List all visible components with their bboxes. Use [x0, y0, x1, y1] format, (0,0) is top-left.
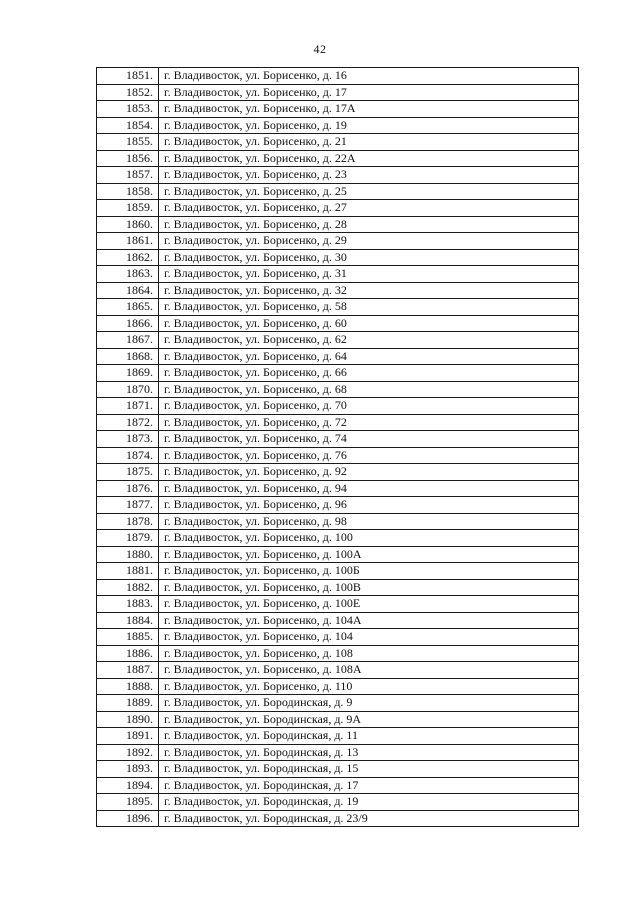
table-row — [97, 414, 579, 431]
address-cell: г. Владивосток, ул. Борисенко, д. 31 — [159, 266, 579, 283]
table-row — [97, 794, 579, 811]
address-cell: г. Владивосток, ул. Бородинская, д. 9 — [159, 695, 579, 712]
table-row — [97, 662, 579, 679]
address-cell: г. Владивосток, ул. Борисенко, д. 72 — [159, 414, 579, 431]
row-number: 1881. — [97, 563, 159, 580]
table-row — [97, 365, 579, 382]
row-number: 1879. — [97, 530, 159, 547]
row-number: 1870. — [97, 381, 159, 398]
address-cell: г. Владивосток, ул. Борисенко, д. 27 — [159, 200, 579, 217]
row-number: 1865. — [97, 299, 159, 316]
table-row — [97, 744, 579, 761]
table-row — [97, 348, 579, 365]
row-number: 1892. — [97, 744, 159, 761]
table-row — [97, 645, 579, 662]
row-number: 1854. — [97, 117, 159, 134]
row-number: 1896. — [97, 810, 159, 827]
table-row — [97, 200, 579, 217]
row-number: 1860. — [97, 216, 159, 233]
address-cell: г. Владивосток, ул. Борисенко, д. 100А — [159, 546, 579, 563]
address-cell: г. Владивосток, ул. Борисенко, д. 62 — [159, 332, 579, 349]
row-number: 1864. — [97, 282, 159, 299]
row-number: 1882. — [97, 579, 159, 596]
row-number: 1888. — [97, 678, 159, 695]
address-cell: г. Владивосток, ул. Борисенко, д. 70 — [159, 398, 579, 415]
table-row — [97, 167, 579, 184]
address-cell: г. Владивосток, ул. Борисенко, д. 68 — [159, 381, 579, 398]
address-cell: г. Владивосток, ул. Борисенко, д. 104 — [159, 629, 579, 646]
table-row — [97, 84, 579, 101]
row-number: 1893. — [97, 761, 159, 778]
table-row — [97, 761, 579, 778]
address-cell: г. Владивосток, ул. Борисенко, д. 100В — [159, 579, 579, 596]
address-cell: г. Владивосток, ул. Борисенко, д. 30 — [159, 249, 579, 266]
address-cell: г. Владивосток, ул. Борисенко, д. 17 — [159, 84, 579, 101]
address-cell: г. Владивосток, ул. Борисенко, д. 108 — [159, 645, 579, 662]
table-row — [97, 612, 579, 629]
table-row — [97, 183, 579, 200]
table-row — [97, 678, 579, 695]
row-number: 1883. — [97, 596, 159, 613]
address-cell: г. Владивосток, ул. Борисенко, д. 96 — [159, 497, 579, 514]
row-number: 1891. — [97, 728, 159, 745]
address-cell: г. Владивосток, ул. Борисенко, д. 110 — [159, 678, 579, 695]
row-number: 1853. — [97, 101, 159, 118]
row-number: 1880. — [97, 546, 159, 563]
row-number: 1875. — [97, 464, 159, 481]
address-cell: г. Владивосток, ул. Борисенко, д. 98 — [159, 513, 579, 530]
address-cell: г. Владивосток, ул. Борисенко, д. 104А — [159, 612, 579, 629]
address-cell: г. Владивосток, ул. Борисенко, д. 58 — [159, 299, 579, 316]
row-number: 1858. — [97, 183, 159, 200]
table-row — [97, 381, 579, 398]
row-number: 1861. — [97, 233, 159, 250]
address-table — [96, 67, 579, 827]
table-row — [97, 68, 579, 85]
address-cell: г. Владивосток, ул. Борисенко, д. 108А — [159, 662, 579, 679]
table-row — [97, 216, 579, 233]
table-row — [97, 266, 579, 283]
table-row — [97, 579, 579, 596]
table-row — [97, 497, 579, 514]
table-row — [97, 513, 579, 530]
table-row — [97, 447, 579, 464]
table-row — [97, 117, 579, 134]
table-row — [97, 398, 579, 415]
address-cell: г. Владивосток, ул. Борисенко, д. 22А — [159, 150, 579, 167]
row-number: 1876. — [97, 480, 159, 497]
row-number: 1874. — [97, 447, 159, 464]
row-number: 1895. — [97, 794, 159, 811]
row-number: 1863. — [97, 266, 159, 283]
table-row — [97, 530, 579, 547]
row-number: 1878. — [97, 513, 159, 530]
row-number: 1873. — [97, 431, 159, 448]
table-row — [97, 695, 579, 712]
address-cell: г. Владивосток, ул. Бородинская, д. 23/9 — [159, 810, 579, 827]
address-cell: г. Владивосток, ул. Борисенко, д. 60 — [159, 315, 579, 332]
address-table-body — [97, 68, 579, 827]
table-row — [97, 629, 579, 646]
row-number: 1866. — [97, 315, 159, 332]
address-cell: г. Владивосток, ул. Борисенко, д. 17А — [159, 101, 579, 118]
address-cell: г. Владивосток, ул. Бородинская, д. 15 — [159, 761, 579, 778]
row-number: 1855. — [97, 134, 159, 151]
row-number: 1857. — [97, 167, 159, 184]
table-row — [97, 810, 579, 827]
table-row — [97, 299, 579, 316]
row-number: 1867. — [97, 332, 159, 349]
table-row — [97, 777, 579, 794]
row-number: 1856. — [97, 150, 159, 167]
row-number: 1851. — [97, 68, 159, 85]
address-cell: г. Владивосток, ул. Борисенко, д. 32 — [159, 282, 579, 299]
address-cell: г. Владивосток, ул. Бородинская, д. 13 — [159, 744, 579, 761]
address-cell: г. Владивосток, ул. Борисенко, д. 64 — [159, 348, 579, 365]
table-row — [97, 711, 579, 728]
address-cell: г. Владивосток, ул. Борисенко, д. 23 — [159, 167, 579, 184]
table-row — [97, 563, 579, 580]
address-cell: г. Владивосток, ул. Борисенко, д. 76 — [159, 447, 579, 464]
table-row — [97, 728, 579, 745]
address-cell: г. Владивосток, ул. Борисенко, д. 28 — [159, 216, 579, 233]
row-number: 1871. — [97, 398, 159, 415]
row-number: 1872. — [97, 414, 159, 431]
row-number: 1887. — [97, 662, 159, 679]
row-number: 1877. — [97, 497, 159, 514]
row-number: 1852. — [97, 84, 159, 101]
row-number: 1859. — [97, 200, 159, 217]
row-number: 1884. — [97, 612, 159, 629]
table-row — [97, 233, 579, 250]
address-cell: г. Владивосток, ул. Борисенко, д. 100 — [159, 530, 579, 547]
address-cell: г. Владивосток, ул. Борисенко, д. 29 — [159, 233, 579, 250]
address-cell: г. Владивосток, ул. Бородинская, д. 17 — [159, 777, 579, 794]
address-cell: г. Владивосток, ул. Борисенко, д. 19 — [159, 117, 579, 134]
table-row — [97, 249, 579, 266]
table-row — [97, 134, 579, 151]
row-number: 1890. — [97, 711, 159, 728]
table-row — [97, 101, 579, 118]
address-cell: г. Владивосток, ул. Бородинская, д. 19 — [159, 794, 579, 811]
row-number: 1889. — [97, 695, 159, 712]
table-row — [97, 464, 579, 481]
table-row — [97, 332, 579, 349]
table-row — [97, 282, 579, 299]
address-cell: г. Владивосток, ул. Борисенко, д. 66 — [159, 365, 579, 382]
address-cell: г. Владивосток, ул. Борисенко, д. 100Е — [159, 596, 579, 613]
address-cell: г. Владивосток, ул. Борисенко, д. 25 — [159, 183, 579, 200]
table-row — [97, 315, 579, 332]
address-cell: г. Владивосток, ул. Борисенко, д. 92 — [159, 464, 579, 481]
table-row — [97, 480, 579, 497]
row-number: 1885. — [97, 629, 159, 646]
address-cell: г. Владивосток, ул. Борисенко, д. 16 — [159, 68, 579, 85]
table-row — [97, 431, 579, 448]
table-row — [97, 150, 579, 167]
address-cell: г. Владивосток, ул. Бородинская, д. 11 — [159, 728, 579, 745]
table-row — [97, 596, 579, 613]
address-cell: г. Владивосток, ул. Бородинская, д. 9А — [159, 711, 579, 728]
table-row — [97, 546, 579, 563]
row-number: 1862. — [97, 249, 159, 266]
address-cell: г. Владивосток, ул. Борисенко, д. 21 — [159, 134, 579, 151]
row-number: 1886. — [97, 645, 159, 662]
row-number: 1868. — [97, 348, 159, 365]
address-cell: г. Владивосток, ул. Борисенко, д. 94 — [159, 480, 579, 497]
address-cell: г. Владивосток, ул. Борисенко, д. 74 — [159, 431, 579, 448]
page-number: 42 — [313, 42, 327, 56]
row-number: 1894. — [97, 777, 159, 794]
row-number: 1869. — [97, 365, 159, 382]
address-cell: г. Владивосток, ул. Борисенко, д. 100Б — [159, 563, 579, 580]
